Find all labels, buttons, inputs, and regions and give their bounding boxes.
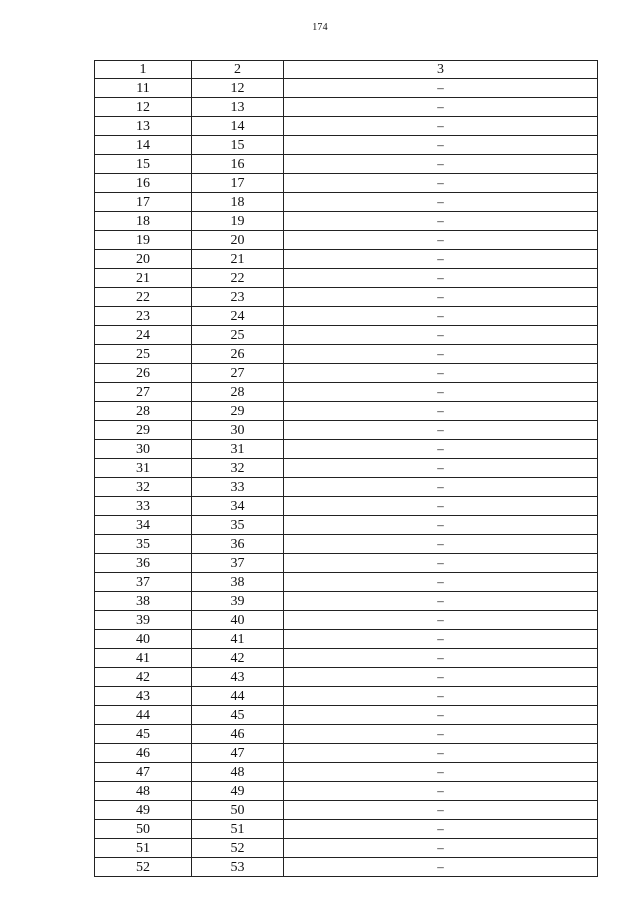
table-cell-col-2: 28 xyxy=(192,383,284,402)
header-row xyxy=(95,61,598,79)
table-row xyxy=(95,383,598,402)
table-row xyxy=(95,630,598,649)
dash-value: – xyxy=(437,99,444,114)
table-cell-col-2: 27 xyxy=(192,364,284,383)
table-cell-col-2: 40 xyxy=(192,611,284,630)
table-cell-col-1: 36 xyxy=(95,554,192,573)
dash-value: – xyxy=(437,308,444,323)
table-cell-col-1: 42 xyxy=(95,668,192,687)
table-row xyxy=(95,649,598,668)
table-cell-col-3 xyxy=(284,155,598,174)
table-cell-col-3 xyxy=(284,668,598,687)
table-cell-col-3 xyxy=(284,345,598,364)
dash-value: – xyxy=(437,764,444,779)
table-cell-col-3 xyxy=(284,858,598,877)
dash-value: – xyxy=(437,555,444,570)
dash-value: – xyxy=(437,650,444,665)
table-cell-col-2: 36 xyxy=(192,535,284,554)
table-row xyxy=(95,744,598,763)
table-cell-col-1: 13 xyxy=(95,117,192,136)
table-row xyxy=(95,706,598,725)
table-cell-col-2: 53 xyxy=(192,858,284,877)
table-cell-col-1: 14 xyxy=(95,136,192,155)
table-cell-col-3 xyxy=(284,592,598,611)
table-cell-col-2: 41 xyxy=(192,630,284,649)
table-cell-col-1: 33 xyxy=(95,497,192,516)
table-row xyxy=(95,288,598,307)
table-row xyxy=(95,345,598,364)
table-cell-col-1: 38 xyxy=(95,592,192,611)
table-cell-col-3 xyxy=(284,611,598,630)
table-cell-col-3 xyxy=(284,421,598,440)
table-cell-col-3 xyxy=(284,79,598,98)
table-cell-col-2: 14 xyxy=(192,117,284,136)
table-cell-col-2: 32 xyxy=(192,459,284,478)
dash-value: – xyxy=(437,327,444,342)
table-cell-col-1: 28 xyxy=(95,402,192,421)
table-cell-col-1: 19 xyxy=(95,231,192,250)
table-cell-col-1: 51 xyxy=(95,839,192,858)
table-row xyxy=(95,136,598,155)
table-cell-col-1: 29 xyxy=(95,421,192,440)
table-cell-col-3 xyxy=(284,478,598,497)
table-cell-col-3 xyxy=(284,440,598,459)
page-number: 174 xyxy=(312,22,328,33)
table-cell-col-2: 46 xyxy=(192,725,284,744)
dash-value: – xyxy=(437,232,444,247)
table-cell-col-1: 47 xyxy=(95,763,192,782)
dash-value: – xyxy=(437,498,444,513)
table-cell-col-3 xyxy=(284,364,598,383)
table-row xyxy=(95,497,598,516)
dash-value: – xyxy=(437,194,444,209)
table-cell-col-1: 39 xyxy=(95,611,192,630)
table-cell-col-2: 18 xyxy=(192,193,284,212)
dash-value: – xyxy=(437,156,444,171)
table-row xyxy=(95,611,598,630)
dash-value: – xyxy=(437,422,444,437)
table-row xyxy=(95,516,598,535)
table-row xyxy=(95,459,598,478)
table-cell-col-2: 26 xyxy=(192,345,284,364)
table-cell-col-3 xyxy=(284,326,598,345)
dash-value: – xyxy=(437,460,444,475)
table-cell-col-2: 22 xyxy=(192,269,284,288)
table-cell-col-2: 13 xyxy=(192,98,284,117)
table-row xyxy=(95,117,598,136)
dash-value: – xyxy=(437,726,444,741)
table-cell-col-3 xyxy=(284,554,598,573)
table-cell-col-1: 52 xyxy=(95,858,192,877)
table-row xyxy=(95,763,598,782)
table-cell-col-2: 50 xyxy=(192,801,284,820)
table-cell-col-3 xyxy=(284,801,598,820)
table-cell-col-3 xyxy=(284,535,598,554)
table-cell-col-1: 45 xyxy=(95,725,192,744)
table-cell-col-1: 25 xyxy=(95,345,192,364)
table-cell-col-1: 15 xyxy=(95,155,192,174)
table-cell-col-3 xyxy=(284,573,598,592)
table-body xyxy=(95,79,598,877)
table-cell-col-1: 32 xyxy=(95,478,192,497)
table-cell-col-2: 19 xyxy=(192,212,284,231)
table-cell-col-2: 29 xyxy=(192,402,284,421)
table-cell-col-3 xyxy=(284,782,598,801)
table-cell-col-2: 48 xyxy=(192,763,284,782)
dash-value: – xyxy=(437,213,444,228)
table-cell-col-3 xyxy=(284,820,598,839)
table-cell-col-1: 16 xyxy=(95,174,192,193)
dash-value: – xyxy=(437,631,444,646)
table-row xyxy=(95,307,598,326)
table-cell-col-1: 24 xyxy=(95,326,192,345)
table-cell-col-1: 49 xyxy=(95,801,192,820)
table-cell-col-1: 17 xyxy=(95,193,192,212)
table-cell-col-3 xyxy=(284,706,598,725)
dash-value: – xyxy=(437,859,444,874)
table-cell-col-1: 44 xyxy=(95,706,192,725)
table-cell-col-1: 27 xyxy=(95,383,192,402)
table-row xyxy=(95,687,598,706)
table-row xyxy=(95,592,598,611)
table-cell-col-3 xyxy=(284,763,598,782)
table-cell-col-2: 35 xyxy=(192,516,284,535)
dash-value: – xyxy=(437,441,444,456)
dash-value: – xyxy=(437,745,444,760)
table-cell-col-1: 34 xyxy=(95,516,192,535)
table-cell-col-1: 37 xyxy=(95,573,192,592)
table-cell-col-1: 43 xyxy=(95,687,192,706)
table-cell-col-2: 25 xyxy=(192,326,284,345)
dash-value: – xyxy=(437,289,444,304)
table-cell-col-2: 21 xyxy=(192,250,284,269)
table-row xyxy=(95,402,598,421)
table-cell-col-2: 24 xyxy=(192,307,284,326)
table-cell-col-2: 37 xyxy=(192,554,284,573)
table-cell-col-1: 46 xyxy=(95,744,192,763)
table-cell-col-2: 15 xyxy=(192,136,284,155)
table-cell-col-3 xyxy=(284,288,598,307)
table-cell-col-2: 52 xyxy=(192,839,284,858)
table-cell-col-2: 30 xyxy=(192,421,284,440)
table-cell-col-1: 23 xyxy=(95,307,192,326)
table-cell-col-3 xyxy=(284,459,598,478)
table-row xyxy=(95,231,598,250)
dash-value: – xyxy=(437,517,444,532)
table-cell-col-2: 47 xyxy=(192,744,284,763)
dash-value: – xyxy=(437,137,444,152)
table-row xyxy=(95,98,598,117)
table-cell-col-1: 31 xyxy=(95,459,192,478)
table-cell-col-3 xyxy=(284,630,598,649)
table-row xyxy=(95,364,598,383)
table-row xyxy=(95,782,598,801)
table-cell-col-1: 26 xyxy=(95,364,192,383)
table-cell-col-2: 16 xyxy=(192,155,284,174)
table-cell-col-3 xyxy=(284,98,598,117)
table-row xyxy=(95,478,598,497)
table-cell-col-1: 20 xyxy=(95,250,192,269)
table-row xyxy=(95,174,598,193)
table-cell-col-3 xyxy=(284,174,598,193)
table-cell-col-2: 23 xyxy=(192,288,284,307)
table-cell-col-1: 11 xyxy=(95,79,192,98)
data-table xyxy=(94,60,598,877)
dash-value: – xyxy=(437,118,444,133)
table-cell-col-3 xyxy=(284,497,598,516)
dash-value: – xyxy=(437,612,444,627)
table-cell-col-3 xyxy=(284,744,598,763)
dash-value: – xyxy=(437,840,444,855)
table-row xyxy=(95,440,598,459)
table-cell-col-3 xyxy=(284,231,598,250)
table-cell-col-1: 50 xyxy=(95,820,192,839)
dash-value: – xyxy=(437,175,444,190)
dash-value: – xyxy=(437,251,444,266)
table-cell-col-3 xyxy=(284,307,598,326)
table-cell-col-3 xyxy=(284,687,598,706)
table-cell-col-2: 49 xyxy=(192,782,284,801)
table-row xyxy=(95,839,598,858)
table-cell-col-2: 38 xyxy=(192,573,284,592)
table-row xyxy=(95,250,598,269)
table-cell-col-3 xyxy=(284,212,598,231)
table-header xyxy=(95,61,598,79)
table-row xyxy=(95,801,598,820)
table-cell-col-2: 20 xyxy=(192,231,284,250)
table-cell-col-1: 22 xyxy=(95,288,192,307)
table-cell-col-3 xyxy=(284,193,598,212)
table-cell-col-1: 35 xyxy=(95,535,192,554)
dash-value: – xyxy=(437,270,444,285)
dash-value: – xyxy=(437,821,444,836)
dash-value: – xyxy=(437,479,444,494)
table-cell-col-2: 51 xyxy=(192,820,284,839)
table-row xyxy=(95,725,598,744)
table-cell-col-1: 12 xyxy=(95,98,192,117)
dash-value: – xyxy=(437,365,444,380)
table-cell-col-1: 30 xyxy=(95,440,192,459)
table-row xyxy=(95,155,598,174)
dash-value: – xyxy=(437,707,444,722)
table-cell-col-1: 48 xyxy=(95,782,192,801)
table-cell-col-2: 31 xyxy=(192,440,284,459)
table-cell-col-2: 33 xyxy=(192,478,284,497)
table-cell-col-3 xyxy=(284,250,598,269)
table-row xyxy=(95,212,598,231)
table-row xyxy=(95,193,598,212)
dash-value: – xyxy=(437,783,444,798)
table-cell-col-3 xyxy=(284,839,598,858)
table-cell-col-3 xyxy=(284,725,598,744)
table-cell-col-3 xyxy=(284,516,598,535)
table-cell-col-2: 34 xyxy=(192,497,284,516)
table-row xyxy=(95,820,598,839)
dash-value: – xyxy=(437,384,444,399)
table-cell-col-3 xyxy=(284,383,598,402)
dash-value: – xyxy=(437,346,444,361)
header-cell-col-2: 2 xyxy=(192,61,284,79)
table-cell-col-3 xyxy=(284,117,598,136)
table-row xyxy=(95,421,598,440)
table-cell-col-2: 45 xyxy=(192,706,284,725)
dash-value: – xyxy=(437,688,444,703)
table-cell-col-2: 12 xyxy=(192,79,284,98)
table-row xyxy=(95,668,598,687)
table-cell-col-1: 21 xyxy=(95,269,192,288)
dash-value: – xyxy=(437,593,444,608)
table-row xyxy=(95,269,598,288)
table-cell-col-3 xyxy=(284,402,598,421)
table-row xyxy=(95,554,598,573)
table-cell-col-1: 40 xyxy=(95,630,192,649)
table-row xyxy=(95,79,598,98)
table-cell-col-1: 18 xyxy=(95,212,192,231)
table-cell-col-3 xyxy=(284,136,598,155)
table-row xyxy=(95,573,598,592)
header-cell-col-3: 3 xyxy=(284,61,598,79)
dash-value: – xyxy=(437,80,444,95)
table-row xyxy=(95,326,598,345)
table-cell-col-2: 42 xyxy=(192,649,284,668)
table-cell-col-2: 43 xyxy=(192,668,284,687)
table-cell-col-2: 39 xyxy=(192,592,284,611)
table-row xyxy=(95,535,598,554)
table-cell-col-3 xyxy=(284,649,598,668)
dash-value: – xyxy=(437,536,444,551)
table-cell-col-3 xyxy=(284,269,598,288)
dash-value: – xyxy=(437,802,444,817)
table-row xyxy=(95,858,598,877)
table-cell-col-2: 17 xyxy=(192,174,284,193)
dash-value: – xyxy=(437,574,444,589)
dash-value: – xyxy=(437,669,444,684)
dash-value: – xyxy=(437,403,444,418)
table-cell-col-1: 41 xyxy=(95,649,192,668)
header-cell-col-1: 1 xyxy=(95,61,192,79)
table-cell-col-2: 44 xyxy=(192,687,284,706)
